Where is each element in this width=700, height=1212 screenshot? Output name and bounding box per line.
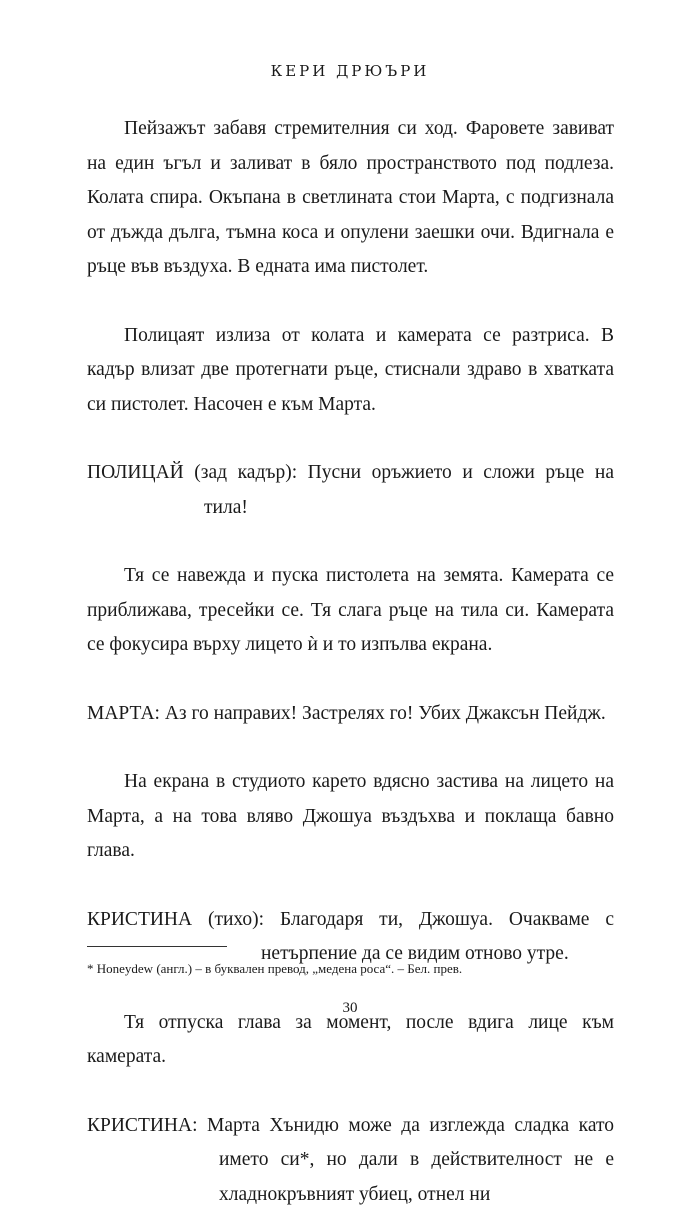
dialogue-line: ПОЛИЦАЙ (зад кадър): Пусни оръжието и сложи ръце на тила! bbox=[87, 456, 614, 525]
page-number: 30 bbox=[0, 1000, 700, 1017]
dialogue-line: КРИСТИНА: Марта Хънидю може да изглежда сладка като името си*, но дали в действителност не е хладнокръвният убиец, отнел ни bbox=[87, 1109, 614, 1212]
paragraph: Тя се навежда и пуска пистолета на земята. Камерата се приближава, тресейки се. Тя слага ръце на тила си. Камерата се фокусира върху лицето ѝ и то изпълва екрана. bbox=[87, 559, 614, 663]
footnote-separator bbox=[87, 946, 227, 947]
paragraph: Полицаят излиза от колата и камерата се разтриса. В кадър влизат две протегнати ръце, стиснали здраво в хватката си пистолет. Насочен е към Марта. bbox=[87, 319, 614, 423]
dialogue-line: МАРТА: Аз го направих! Застрелях го! Убих Джаксън Пейдж. bbox=[87, 697, 614, 732]
paragraph: Тя отпуска глава за момент, после вдига лице към камерата. bbox=[87, 1006, 614, 1075]
paragraph: Пейзажът забавя стремителния си ход. Фаровете завиват на един ъгъл и заливат в бяло пространството под подлеза. Колата спира. Окъпана в светлината стои Марта, с подгизнала от дъжда дълга, тъмна коса и опулени заешки очи. Вдигнала е ръце във въздуха. В едната има пистолет. bbox=[87, 112, 614, 285]
dialogue-line: КРИСТИНА (тихо): Благодаря ти, Джошуа. Очакваме с нетърпение да се видим отново утре. bbox=[87, 903, 614, 972]
footnote: * Honeydew (англ.) – в буквален превод, „медена роса“. – Бел. прев. bbox=[87, 960, 614, 978]
running-header: КЕРИ ДРЮЪРИ bbox=[0, 62, 700, 80]
main-text bbox=[87, 112, 614, 1212]
paragraph: На екрана в студиото карето вдясно застива на лицето на Марта, а на това вляво Джошуа въздъхва и поклаща бавно глава. bbox=[87, 765, 614, 869]
